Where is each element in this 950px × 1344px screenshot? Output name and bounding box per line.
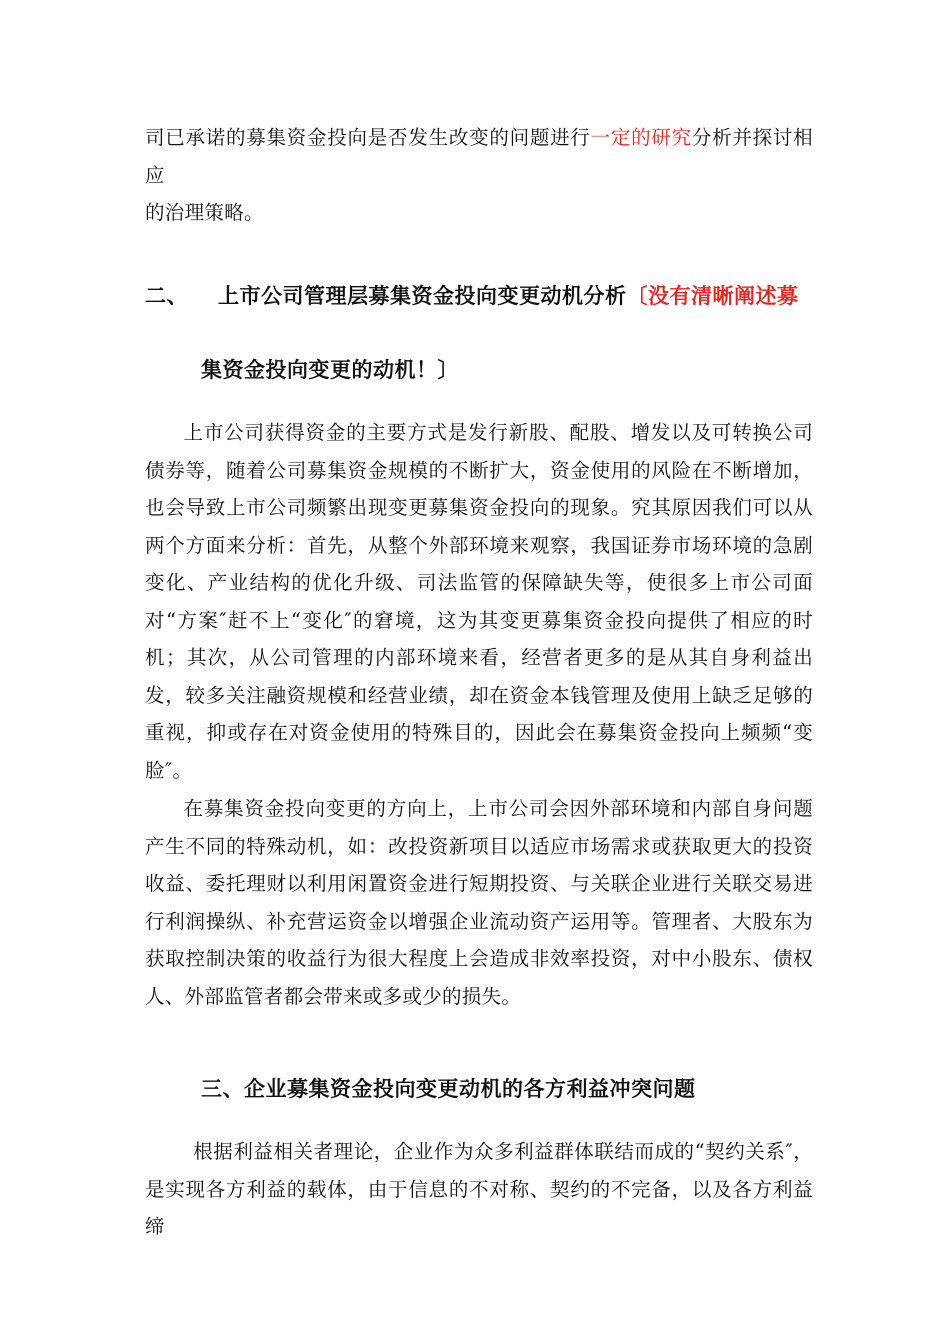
intro-text-before: 司已承诺的募集资金投向是否发生改变的问题进行 <box>145 126 591 149</box>
section2-number: 二、 <box>145 284 188 308</box>
section2-paragraph-2 <box>145 790 813 1015</box>
section2-comment-2: 集资金投向变更的动机！〕 <box>201 358 459 382</box>
section2-paragraph-1 <box>145 414 813 789</box>
section2-heading <box>145 280 799 310</box>
section2-title: 上市公司管理层募集资金投向变更动机分析 <box>218 284 627 308</box>
section3-paragraph-text: 根据利益相关者理论，企业作为众多利益群体联结而成的“契约关系″，是实现各方利益的载体，由于信息的不对称、契约的不完备，以及各方利益缔 <box>145 1140 813 1238</box>
intro-text-after: 分析并探讨相应 <box>145 126 813 187</box>
section3-paragraph <box>145 1133 813 1246</box>
section2-comment-1: 〔没有清晰阐述募 <box>626 284 799 308</box>
section2-paragraph-2-text: 在募集资金投向变更的方向上，上市公司会因外部环境和内部自身问题产生不同的特殊动机，如：改投资新项目以适应市场需求或获取更大的投资收益、委托理财以利用闲置资金进行短期投资、与关联企业进行关联交易进行利润操纵、补充营运资金以增强企业流动资产运用等。管理者、大股东为获取控制决策的收益行为很大程度上会造成非效率投资，对中小股东、债权人、外部监管者都会带来或多或少的损失。 <box>145 797 813 1008</box>
intro-text-highlight: 一定的研究 <box>590 126 692 149</box>
section2-paragraph-1-text: 上市公司获得资金的主要方式是发行新股、配股、增发以及可转换公司债券等，随着公司募集资金规模的不断扩大，资金使用的风险在不断增加，也会导致上市公司频繁出现变更募集资金投向的现象。究其原因我们可以从两个方面来分析：首先，从整个外部环境来观察，我国证券市场环境的急剧变化、产业结构的优化升级、司法监管的保障缺失等，使很多上市公司面对“方案″赶不上“变化″的窘境，这为其变更募集资金投向提供了相应的时机；其次，从公司管理的内部环境来看，经营者更多的是从其自身利益出发，较多关注融资规模和经营业绩，却在资金本钱管理及使用上缺乏足够的重视，抑或存在对资金使用的特殊目的，因此会在募集资金投向上频频“变脸″。 <box>145 421 813 782</box>
intro-text-line2: 的治理策略。 <box>145 201 264 224</box>
section3-heading: 三、企业募集资金投向变更动机的各方利益冲突问题 <box>201 1077 696 1101</box>
intro-paragraph <box>145 119 813 232</box>
